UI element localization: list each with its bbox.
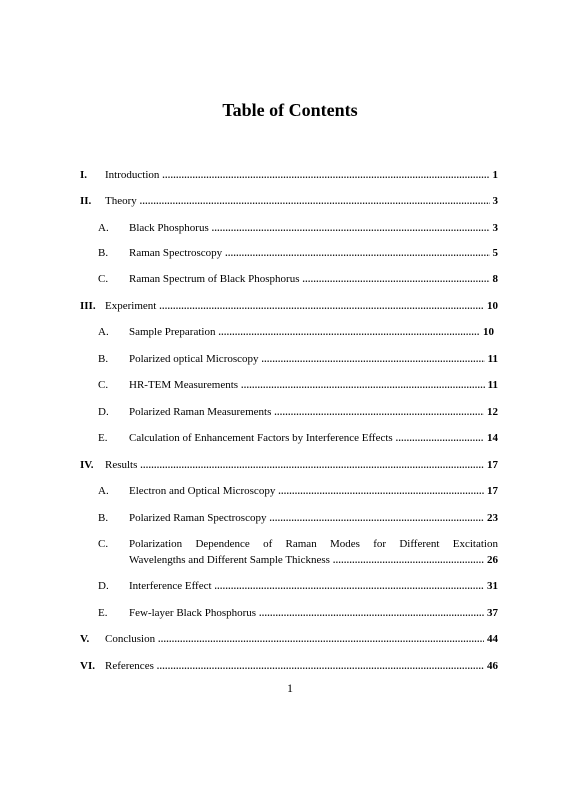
dot-leader	[396, 431, 484, 445]
page-number: 17	[487, 459, 498, 471]
subsection-letter: C.	[98, 273, 109, 285]
toc-entry-polarized-raman-measurements[interactable]	[98, 405, 498, 419]
dot-leader	[215, 579, 484, 593]
title-word: Polarization	[129, 538, 183, 550]
toc-entry-few-layer-bp[interactable]	[98, 606, 498, 620]
section-number: I.	[80, 169, 88, 181]
entry-title: Black Phosphorus	[129, 222, 209, 234]
toc-entry-polarized-optical-microscopy[interactable]	[98, 352, 498, 366]
entry-title-continuation: Wavelengths and Different Sample Thickness	[129, 554, 330, 566]
dot-leader	[218, 325, 480, 339]
page-number: 31	[487, 580, 498, 592]
toc-entry-interference-effect[interactable]	[98, 579, 498, 593]
entry-title: Electron and Optical Microscopy	[129, 485, 276, 497]
entry-title: Polarized optical Microscopy	[129, 353, 259, 365]
page-number: 10	[483, 326, 494, 338]
dot-leader	[158, 632, 484, 646]
page-number: 1	[492, 169, 498, 181]
page-number: 12	[487, 406, 498, 418]
title-word: of	[263, 538, 273, 550]
subsection-letter: E.	[98, 607, 108, 619]
section-number: III.	[80, 300, 96, 312]
dot-leader	[140, 194, 490, 208]
title-word: Different	[399, 538, 440, 550]
entry-title: Few-layer Black Phosphorus	[129, 607, 257, 619]
subsection-letter: D.	[98, 406, 109, 418]
page-number: 8	[492, 273, 498, 285]
dot-leader	[212, 221, 490, 235]
toc-entry-results[interactable]	[80, 458, 498, 472]
page-number: 3	[492, 195, 498, 207]
page-number: 46	[487, 660, 498, 672]
page-number: 44	[487, 633, 498, 645]
dot-leader	[269, 511, 484, 525]
page-number: 37	[487, 607, 498, 619]
toc-entry-experiment[interactable]	[80, 299, 498, 313]
page-title: Table of Contents	[222, 100, 358, 120]
dot-leader	[262, 352, 485, 366]
title-word: Raman	[285, 538, 317, 550]
page-number: 5	[492, 247, 498, 259]
entry-title-line-2	[98, 553, 498, 567]
entry-title-line-1	[98, 537, 498, 551]
dot-leader	[302, 272, 489, 286]
toc-entry-raman-spectrum-bp[interactable]	[98, 272, 498, 286]
dot-leader	[140, 458, 484, 472]
subsection-letter: B.	[98, 512, 109, 524]
subsection-letter: A.	[98, 326, 109, 338]
toc-entry-electron-optical-microscopy[interactable]	[98, 484, 498, 498]
page-number: 3	[492, 222, 498, 234]
section-number: VI.	[80, 660, 95, 672]
subsection-letter: A.	[98, 222, 109, 234]
dot-leader	[333, 553, 484, 567]
entry-title: Results	[105, 459, 138, 471]
entry-title: Experiment	[105, 300, 157, 312]
entry-title: Polarized Raman Spectroscopy	[129, 512, 267, 524]
toc-entry-hr-tem[interactable]	[98, 378, 498, 392]
page-number: 14	[487, 432, 498, 444]
subsection-letter: D.	[98, 580, 109, 592]
toc-entry-theory[interactable]	[80, 194, 498, 208]
title-word: Excitation	[452, 538, 498, 550]
toc-entry-polarization-dependence[interactable]	[98, 537, 498, 567]
subsection-letter: B.	[98, 353, 109, 365]
toc-entry-references[interactable]	[80, 659, 498, 673]
entry-title: Introduction	[105, 169, 160, 181]
page-number: 11	[487, 353, 498, 365]
toc-entry-introduction[interactable]	[80, 168, 498, 182]
entry-title: Theory	[105, 195, 137, 207]
toc-entry-conclusion[interactable]	[80, 632, 498, 646]
toc-entry-enhancement-factors[interactable]	[98, 431, 498, 445]
page-number: 23	[487, 512, 498, 524]
entry-title: Polarized Raman Measurements	[129, 406, 272, 418]
entry-title: Conclusion	[105, 633, 156, 645]
footer-page-number: 1	[287, 681, 293, 695]
subsection-letter: E.	[98, 432, 108, 444]
toc-entry-raman-spectroscopy[interactable]	[98, 246, 498, 260]
dot-leader	[225, 246, 489, 260]
dot-leader	[162, 168, 489, 182]
toc-entry-polarized-raman-spectroscopy[interactable]	[98, 511, 498, 525]
title-word: Modes	[329, 538, 360, 550]
entry-title: Calculation of Enhancement Factors by Interference Effects	[129, 432, 393, 444]
toc-entry-black-phosphorus[interactable]	[98, 221, 498, 235]
section-number: II.	[80, 195, 92, 207]
section-number: V.	[80, 633, 90, 645]
page-number: 17	[487, 485, 498, 497]
subsection-letter: C.	[98, 538, 109, 550]
page-number: 11	[487, 379, 498, 391]
dot-leader	[157, 659, 484, 673]
dot-leader	[159, 299, 484, 313]
page-number: 10	[487, 300, 498, 312]
entry-title: HR-TEM Measurements	[129, 379, 239, 391]
dot-leader	[241, 378, 485, 392]
section-number: IV.	[80, 459, 94, 471]
entry-title: Raman Spectrum of Black Phosphorus	[129, 273, 300, 285]
subsection-letter: C.	[98, 379, 109, 391]
dot-leader	[259, 606, 484, 620]
entry-title: Raman Spectroscopy	[129, 247, 223, 259]
subsection-letter: B.	[98, 247, 109, 259]
dot-leader	[278, 484, 484, 498]
entry-title: Interference Effect	[129, 580, 212, 592]
entry-title: Sample Preparation	[129, 326, 216, 338]
title-word: for	[373, 538, 387, 550]
title-word: Dependence	[195, 538, 250, 550]
entry-title: References	[105, 660, 154, 672]
subsection-letter: A.	[98, 485, 109, 497]
dot-leader	[274, 405, 484, 419]
toc-entry-sample-preparation[interactable]	[98, 325, 494, 339]
page-number: 26	[487, 554, 498, 566]
